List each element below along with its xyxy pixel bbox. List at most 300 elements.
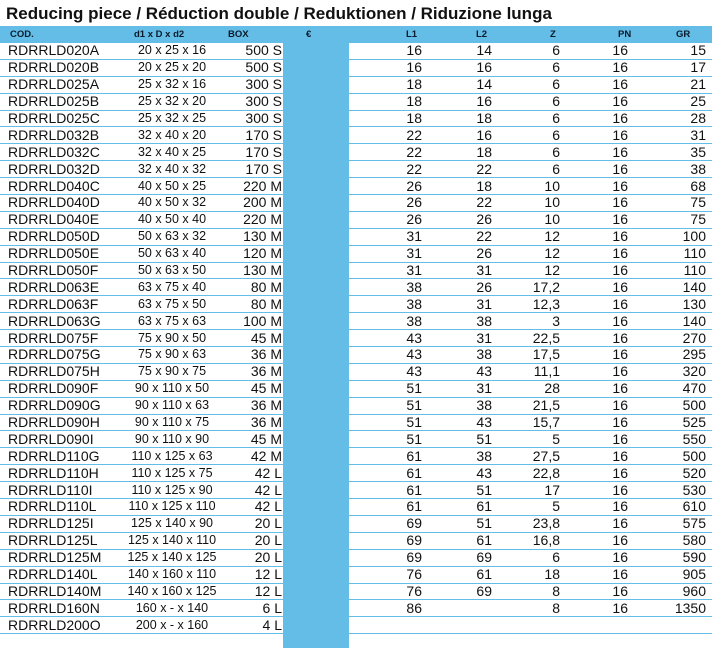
cell-gr: 295 [682, 346, 706, 363]
cell-pn: 16 [612, 295, 628, 312]
cell-z: 11,1 [533, 363, 560, 380]
cell-l2: 38 [476, 346, 492, 363]
cell-cod: RDRRLD050E [8, 245, 100, 262]
cell-gr: 31 [690, 126, 706, 143]
cell-cod: RDRRLD090H [8, 414, 100, 431]
cell-l2: 51 [476, 430, 492, 447]
cell-box: 20 L [254, 532, 282, 549]
cell-l1: 31 [406, 262, 422, 279]
cell-dims: 75 x 90 x 50 [137, 330, 207, 345]
cell-pn: 16 [612, 160, 628, 177]
cell-pn: 16 [612, 447, 628, 464]
cell-l2: 16 [476, 93, 492, 110]
cell-box: 80 M [250, 295, 282, 312]
table-row [0, 347, 712, 364]
cell-box: 130 M [243, 228, 282, 245]
cell-box: 220 M [243, 177, 282, 194]
cell-l1: 51 [406, 414, 422, 431]
header-box: BOX [228, 29, 249, 40]
table-row [0, 59, 712, 76]
cell-z: 8 [552, 582, 560, 599]
cell-gr: 470 [682, 380, 706, 397]
cell-gr: 500 [682, 447, 706, 464]
cell-box: 36 M [250, 414, 282, 431]
cell-l1: 18 [406, 110, 422, 126]
cell-l1: 51 [406, 380, 422, 397]
cell-gr: 525 [682, 414, 706, 431]
cell-l2 [430, 617, 500, 634]
cell-l1: 61 [406, 464, 422, 481]
cell-pn: 16 [612, 397, 628, 414]
cell-pn [572, 617, 638, 634]
cell-z: 8 [552, 599, 560, 616]
cell-cod: RDRRLD020A [8, 42, 100, 59]
cell-gr: 38 [690, 160, 706, 177]
cell-pn: 16 [612, 498, 628, 515]
table-row [0, 262, 712, 279]
table-row [0, 566, 712, 583]
cell-box: 200 M [243, 194, 282, 211]
cell-dims: 125 x 140 x 90 [130, 516, 213, 531]
cell-l2: 16 [476, 126, 492, 143]
cell-cod: RDRRLD125I [8, 515, 94, 532]
cell-gr: 530 [682, 481, 706, 498]
cell-box: 170 S [245, 160, 282, 177]
cell-dims: 125 x 140 x 125 [127, 550, 217, 565]
cell-l2: 43 [476, 414, 492, 431]
cell-l1: 18 [406, 93, 422, 110]
cell-cod: RDRRLD200O [8, 616, 101, 633]
cell-l1: 61 [406, 447, 422, 464]
cell-gr: 270 [682, 329, 706, 346]
cell-cod: RDRRLD140M [8, 582, 102, 599]
table-row [0, 110, 712, 127]
cell-pn: 16 [612, 228, 628, 245]
cell-z: 6 [552, 143, 560, 160]
cell-gr: 110 [683, 262, 706, 279]
cell-pn: 16 [612, 278, 628, 295]
cell-z: 6 [552, 93, 560, 110]
table-row [0, 465, 712, 482]
header-z: Z [550, 29, 556, 40]
cell-box: 170 S [245, 126, 282, 143]
cell-l2: 16 [476, 59, 492, 76]
cell-l2: 26 [476, 278, 492, 295]
cell-z: 12 [544, 262, 560, 279]
cell-dims: 160 x - x 140 [135, 600, 209, 615]
cell-cod: RDRRLD110H [8, 464, 99, 481]
cell-gr: 110 [683, 245, 706, 262]
table-row [0, 380, 712, 397]
cell-gr: 17 [690, 59, 706, 76]
cell-box: 42 L [254, 498, 282, 515]
cell-l2: 22 [476, 228, 492, 245]
cell-dims: 25 x 32 x 16 [137, 77, 207, 92]
cell-pn: 16 [612, 532, 628, 549]
cell-l1: 22 [406, 126, 422, 143]
cell-pn: 16 [612, 481, 628, 498]
cell-z: 22,5 [532, 329, 560, 346]
cell-dims: 75 x 90 x 63 [137, 347, 207, 362]
cell-box: 130 M [243, 262, 282, 279]
table-row [0, 76, 712, 93]
cell-box: 12 L [254, 582, 282, 599]
cell-z: 16,8 [532, 532, 560, 549]
table-row [0, 330, 712, 347]
table-row [0, 43, 712, 59]
cell-z: 6 [552, 160, 560, 177]
cell-z: 17 [544, 481, 560, 498]
cell-l1: 16 [406, 59, 422, 76]
cell-dims: 20 x 25 x 20 [137, 60, 207, 75]
cell-z: 6 [552, 126, 560, 143]
cell-dims: 140 x 160 x 110 [127, 567, 217, 582]
table-row [0, 583, 712, 600]
cell-l1: 43 [406, 329, 422, 346]
table-row [0, 127, 712, 144]
cell-dims: 63 x 75 x 40 [137, 279, 207, 294]
cell-z: 6 [552, 549, 560, 566]
cell-gr: 25 [690, 93, 706, 110]
cell-pn: 16 [612, 211, 628, 228]
cell-l2: 51 [476, 515, 492, 532]
cell-dims: 25 x 32 x 25 [137, 111, 207, 125]
cell-dims: 63 x 75 x 50 [137, 296, 207, 311]
cell-pn: 16 [612, 599, 628, 616]
cell-box: 170 S [245, 143, 282, 160]
cell-pn: 16 [612, 414, 628, 431]
cell-l1: 43 [406, 363, 422, 380]
table-row [0, 600, 712, 617]
table-row [0, 515, 712, 532]
table-row [0, 279, 712, 296]
cell-cod: RDRRLD090I [8, 430, 94, 447]
cell-z: 15,7 [532, 414, 560, 431]
cell-gr: 35 [690, 143, 706, 160]
cell-gr: 140 [682, 278, 706, 295]
cell-z: 17,2 [532, 278, 560, 295]
cell-dims: 125 x 140 x 110 [127, 533, 217, 548]
cell-l1 [300, 617, 430, 634]
cell-pn: 16 [612, 93, 628, 110]
header-l1: L1 [406, 29, 418, 40]
cell-box: 42 L [254, 481, 282, 498]
table-row [0, 499, 712, 516]
cell-z: 6 [552, 76, 560, 93]
cell-z: 22,8 [532, 464, 560, 481]
cell-l1: 69 [406, 515, 422, 532]
cell-z: 17,5 [532, 346, 560, 363]
cell-box: 500 S [245, 59, 282, 76]
cell-cod: RDRRLD110L [8, 498, 97, 515]
cell-pn: 16 [612, 380, 628, 397]
cell-pn: 16 [612, 566, 628, 583]
cell-z: 5 [552, 498, 560, 515]
cell-gr: 320 [682, 363, 706, 380]
cell-z: 28 [544, 380, 560, 397]
cell-cod: RDRRLD025B [8, 93, 100, 110]
cell-l1: 69 [406, 532, 422, 549]
table-row [0, 397, 712, 414]
cell-box: 100 M [243, 312, 282, 329]
cell-cod: RDRRLD040D [8, 194, 100, 211]
table-row [0, 144, 712, 161]
cell-pn: 16 [612, 110, 628, 126]
cell-gr: 610 [682, 498, 706, 515]
cell-gr: 590 [682, 549, 706, 566]
header-pn: PN [618, 29, 632, 40]
cell-l2: 31 [476, 380, 492, 397]
cell-l1: 38 [406, 312, 422, 329]
cell-l2: 38 [476, 312, 492, 329]
cell-dims: 63 x 75 x 63 [137, 313, 207, 328]
cell-dims: 90 x 110 x 75 [134, 415, 210, 430]
cell-cod: RDRRLD090F [8, 380, 99, 397]
cell-gr: 15 [690, 42, 706, 59]
cell-pn: 16 [612, 177, 628, 194]
table-row [0, 431, 712, 448]
cell-l1: 22 [406, 160, 422, 177]
header-l2: L2 [476, 29, 488, 40]
cell-z: 12 [544, 245, 560, 262]
table-header [0, 26, 712, 43]
cell-l1: 22 [406, 143, 422, 160]
table-row [0, 228, 712, 245]
cell-cod: RDRRLD110G [8, 447, 100, 464]
cell-box: 36 M [250, 363, 282, 380]
product-table [0, 43, 712, 634]
cell-pn: 16 [612, 42, 628, 59]
cell-gr: 130 [682, 295, 706, 312]
cell-cod: RDRRLD125L [8, 532, 98, 549]
cell-gr: 100 [682, 228, 706, 245]
cell-pn: 16 [612, 464, 628, 481]
cell-cod: RDRRLD063G [8, 312, 101, 329]
cell-dims: 140 x 160 x 125 [127, 583, 217, 598]
cell-box: 45 M [250, 430, 282, 447]
cell-gr: 580 [682, 532, 706, 549]
cell-cod: RDRRLD160N [8, 599, 100, 616]
cell-z: 10 [544, 211, 560, 228]
cell-l2: 18 [476, 110, 492, 126]
table-row [0, 195, 712, 212]
cell-dims: 40 x 50 x 25 [137, 178, 207, 193]
cell-cod: RDRRLD032D [8, 160, 100, 177]
cell-box: 20 L [254, 549, 282, 566]
cell-gr: 75 [690, 194, 706, 211]
cell-z: 23,8 [532, 515, 560, 532]
cell-l1: 31 [406, 245, 422, 262]
cell-l2: 31 [476, 295, 492, 312]
cell-z: 27,5 [532, 447, 560, 464]
table-row [0, 93, 712, 110]
cell-box: 45 M [250, 329, 282, 346]
cell-box: 36 M [250, 346, 282, 363]
cell-l2: 31 [476, 329, 492, 346]
cell-dims: 110 x 125 x 75 [131, 465, 213, 480]
cell-dims: 110 x 125 x 90 [131, 482, 213, 497]
cell-l2: 38 [476, 447, 492, 464]
cell-l1: 18 [406, 76, 422, 93]
cell-gr: 550 [682, 430, 706, 447]
header-cod: COD. [10, 29, 34, 40]
cell-cod: RDRRLD090G [8, 397, 101, 414]
cell-l2: 69 [476, 582, 492, 599]
cell-z: 3 [552, 312, 560, 329]
cell-l2: 18 [476, 177, 492, 194]
cell-cod: RDRRLD040E [8, 211, 100, 228]
cell-pn: 16 [612, 76, 628, 93]
cell-gr: 28 [690, 110, 706, 126]
cell-z: 12 [544, 228, 560, 245]
cell-cod: RDRRLD140L [8, 566, 98, 583]
cell-l2: 26 [476, 245, 492, 262]
cell-dims: 110 x 125 x 110 [128, 499, 216, 514]
cell-l1: 76 [406, 582, 422, 599]
table-row [0, 245, 712, 262]
cell-box: 80 M [250, 278, 282, 295]
table-row [0, 482, 712, 499]
table-row [0, 617, 712, 634]
cell-l1: 61 [406, 498, 422, 515]
cell-dims: 90 x 110 x 50 [134, 381, 210, 396]
cell-l1: 26 [406, 211, 422, 228]
cell-dims: 50 x 63 x 50 [137, 263, 207, 278]
header-euro: € [306, 29, 312, 40]
page-title: Reducing piece / Réduction double / Reduktionen / Riduzione lunga [6, 4, 552, 23]
cell-z: 5 [552, 430, 560, 447]
cell-z: 6 [552, 59, 560, 76]
cell-l2: 38 [476, 397, 492, 414]
table-row [0, 178, 712, 195]
cell-pn: 16 [612, 430, 628, 447]
cell-dims: 40 x 50 x 32 [137, 195, 207, 210]
cell-dims: 32 x 40 x 25 [137, 144, 207, 159]
cell-gr: 960 [682, 582, 706, 599]
table-row [0, 296, 712, 313]
cell-dims: 25 x 32 x 20 [137, 94, 207, 109]
cell-pn: 16 [612, 329, 628, 346]
cell-l1: 51 [406, 430, 422, 447]
table-row [0, 211, 712, 228]
table-row [0, 363, 712, 380]
cell-dims: 32 x 40 x 32 [137, 161, 207, 176]
cell-box: 300 S [245, 93, 282, 110]
cell-pn: 16 [612, 59, 628, 76]
cell-l1: 86 [406, 599, 422, 616]
cell-pn: 16 [612, 312, 628, 329]
cell-pn: 16 [612, 194, 628, 211]
cell-z: 10 [544, 177, 560, 194]
cell-pn: 16 [612, 582, 628, 599]
cell-z: 6 [552, 42, 560, 59]
cell-box: 45 M [250, 380, 282, 397]
cell-l2: 61 [476, 532, 492, 549]
cell-gr: 500 [682, 397, 706, 414]
cell-z: 10 [544, 194, 560, 211]
cell-cod: RDRRLD025A [8, 76, 100, 93]
cell-l2: 22 [476, 160, 492, 177]
cell-gr [638, 617, 712, 634]
cell-l2: 22 [476, 194, 492, 211]
cell-l2: 14 [476, 76, 492, 93]
cell-cod: RDRRLD075G [8, 346, 101, 363]
cell-box: 220 M [243, 211, 282, 228]
cell-gr: 520 [682, 464, 706, 481]
cell-z [500, 617, 572, 634]
cell-gr: 140 [682, 312, 706, 329]
cell-gr: 1350 [674, 599, 706, 616]
cell-l2: 61 [476, 566, 492, 583]
cell-cod: RDRRLD063F [8, 295, 99, 312]
cell-l2: 51 [476, 481, 492, 498]
cell-l2: 43 [476, 363, 492, 380]
cell-pn: 16 [612, 363, 628, 380]
cell-cod: RDRRLD020B [8, 59, 100, 76]
cell-l1: 69 [406, 549, 422, 566]
cell-pn: 16 [612, 143, 628, 160]
cell-pn: 16 [612, 245, 628, 262]
cell-box: 12 L [254, 566, 282, 583]
cell-l1: 26 [406, 177, 422, 194]
cell-dims: 90 x 110 x 63 [134, 398, 210, 413]
header-gr: GR [676, 29, 691, 40]
cell-box: 42 M [250, 447, 282, 464]
cell-cod: RDRRLD063E [8, 278, 100, 295]
cell-box: 120 M [243, 245, 282, 262]
cell-cod: RDRRLD040C [8, 177, 100, 194]
cell-box: 6 L [262, 599, 282, 616]
cell-l2: 61 [476, 498, 492, 515]
table-row [0, 313, 712, 330]
cell-l1: 31 [406, 228, 422, 245]
cell-l2 [430, 600, 500, 617]
cell-box: 4 L [262, 616, 282, 633]
cell-l1: 16 [406, 42, 422, 59]
cell-cod: RDRRLD050F [8, 262, 99, 279]
cell-cod: RDRRLD032C [8, 143, 100, 160]
table-row [0, 532, 712, 549]
cell-gr: 575 [682, 515, 706, 532]
cell-pn: 16 [612, 549, 628, 566]
cell-pn: 16 [612, 126, 628, 143]
cell-l1: 38 [406, 295, 422, 312]
cell-dims: 32 x 40 x 20 [137, 127, 207, 142]
cell-z: 6 [552, 110, 560, 126]
cell-cod: RDRRLD075F [8, 329, 99, 346]
cell-box: 300 S [245, 110, 282, 126]
cell-cod: RDRRLD032B [8, 126, 100, 143]
cell-dims: 40 x 50 x 40 [137, 212, 207, 227]
cell-dims: 110 x 125 x 63 [131, 448, 213, 463]
cell-box: 500 S [245, 42, 282, 59]
cell-gr: 75 [690, 211, 706, 228]
cell-gr: 905 [682, 566, 706, 583]
cell-pn: 16 [612, 262, 628, 279]
table-row [0, 414, 712, 431]
cell-l2: 43 [476, 464, 492, 481]
cell-box: 36 M [250, 397, 282, 414]
cell-l1: 38 [406, 278, 422, 295]
cell-l2: 26 [476, 211, 492, 228]
table-row [0, 161, 712, 178]
cell-cod: RDRRLD025C [8, 110, 100, 126]
cell-dims: 90 x 110 x 90 [134, 431, 210, 446]
cell-l1: 43 [406, 346, 422, 363]
cell-cod: RDRRLD075H [8, 363, 100, 380]
cell-dims: 75 x 90 x 75 [137, 364, 207, 379]
cell-dims: 50 x 63 x 32 [137, 229, 207, 244]
